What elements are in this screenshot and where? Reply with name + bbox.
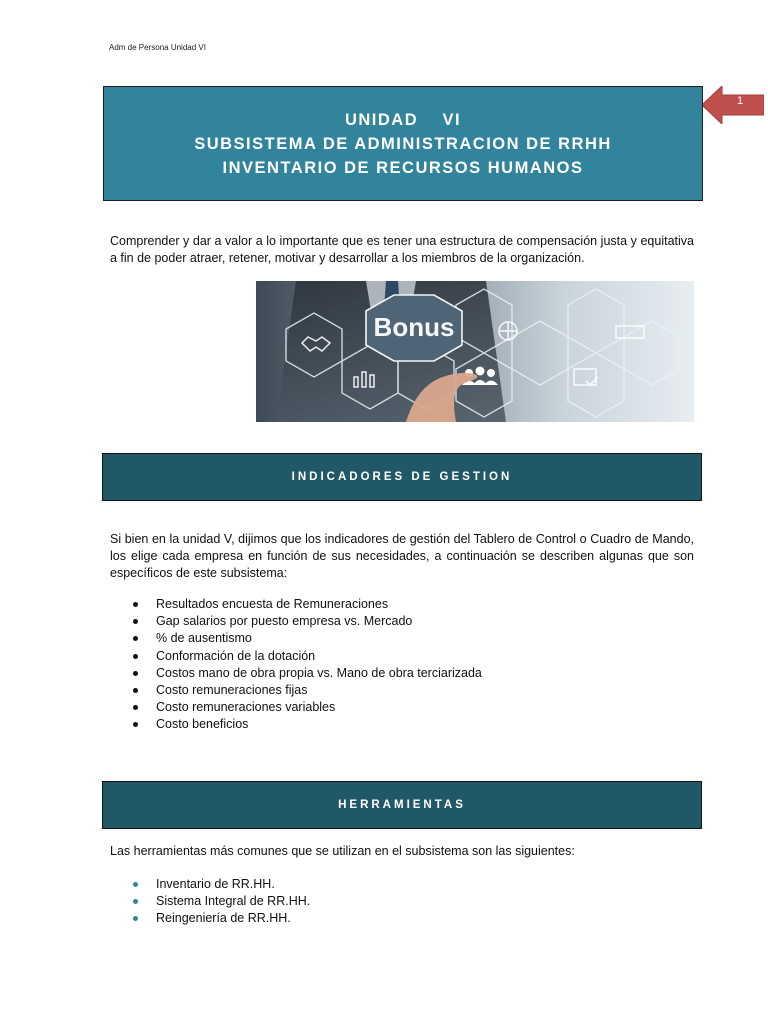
bonus-hero-image: [256, 281, 694, 422]
list-item: Costo remuneraciones variables: [110, 699, 482, 716]
unit-title-line1: UNIDAD VI: [344, 110, 462, 129]
list-item: Resultados encuesta de Remuneraciones: [110, 596, 482, 613]
bullet-icon: [133, 688, 138, 693]
list-item: Conformación de la dotación: [110, 648, 482, 665]
bullet-icon: [133, 636, 138, 641]
bullet-icon: [133, 654, 138, 659]
list-item: Costo remuneraciones fijas: [110, 682, 482, 699]
bullet-icon: [133, 916, 138, 921]
bonus-label: Bonus: [373, 312, 455, 342]
herramientas-list: [110, 876, 310, 928]
bullet-icon: [133, 882, 138, 887]
bullet-icon: [133, 671, 138, 676]
running-header: Adm de Persona Unidad VI: [109, 43, 206, 52]
list-item: Costo beneficios: [110, 716, 482, 733]
bullet-icon: [133, 899, 138, 904]
indicadores-list: [110, 596, 482, 734]
list-item: Costos mano de obra propia vs. Mano de obra terciarizada: [110, 665, 482, 682]
unit-title-line2: SUBSISTEMA DE ADMINISTRACION DE RRHH: [194, 134, 612, 153]
section-bar-indicadores: INDICADORES DE GESTION: [102, 453, 702, 501]
herramientas-paragraph: Las herramientas más comunes que se utilizan en el subsistema son las siguientes:: [110, 844, 575, 858]
page-number: 1: [736, 95, 744, 107]
bullet-icon: [133, 619, 138, 624]
list-item: % de ausentismo: [110, 630, 482, 647]
unit-title-box: [103, 86, 703, 201]
list-item: Gap salarios por puesto empresa vs. Mercado: [110, 613, 482, 630]
indicadores-paragraph: Si bien en la unidad V, dijimos que los indicadores de gestión del Tablero de Control o Cuadro de Mando, los elige cada empresa en función de sus necesidades, a continuación se describen algunas que son específicos de este subsistema:: [110, 532, 694, 580]
list-item: Sistema Integral de RR.HH.: [110, 893, 310, 910]
bullet-icon: [133, 602, 138, 607]
bullet-icon: [133, 722, 138, 727]
list-item: Inventario de RR.HH.: [110, 876, 310, 893]
unit-title-line3: INVENTARIO DE RECURSOS HUMANOS: [222, 158, 584, 177]
intro-paragraph: Comprender y dar a valor a lo importante que es tener una estructura de compensación justa y equitativa a fin de poder atraer, retener, motivar y desarrollar a los miembros de la organización.: [110, 234, 694, 265]
list-item: Reingeniería de RR.HH.: [110, 910, 310, 927]
bullet-icon: [133, 705, 138, 710]
section-bar-herramientas: HERRAMIENTAS: [102, 781, 702, 829]
